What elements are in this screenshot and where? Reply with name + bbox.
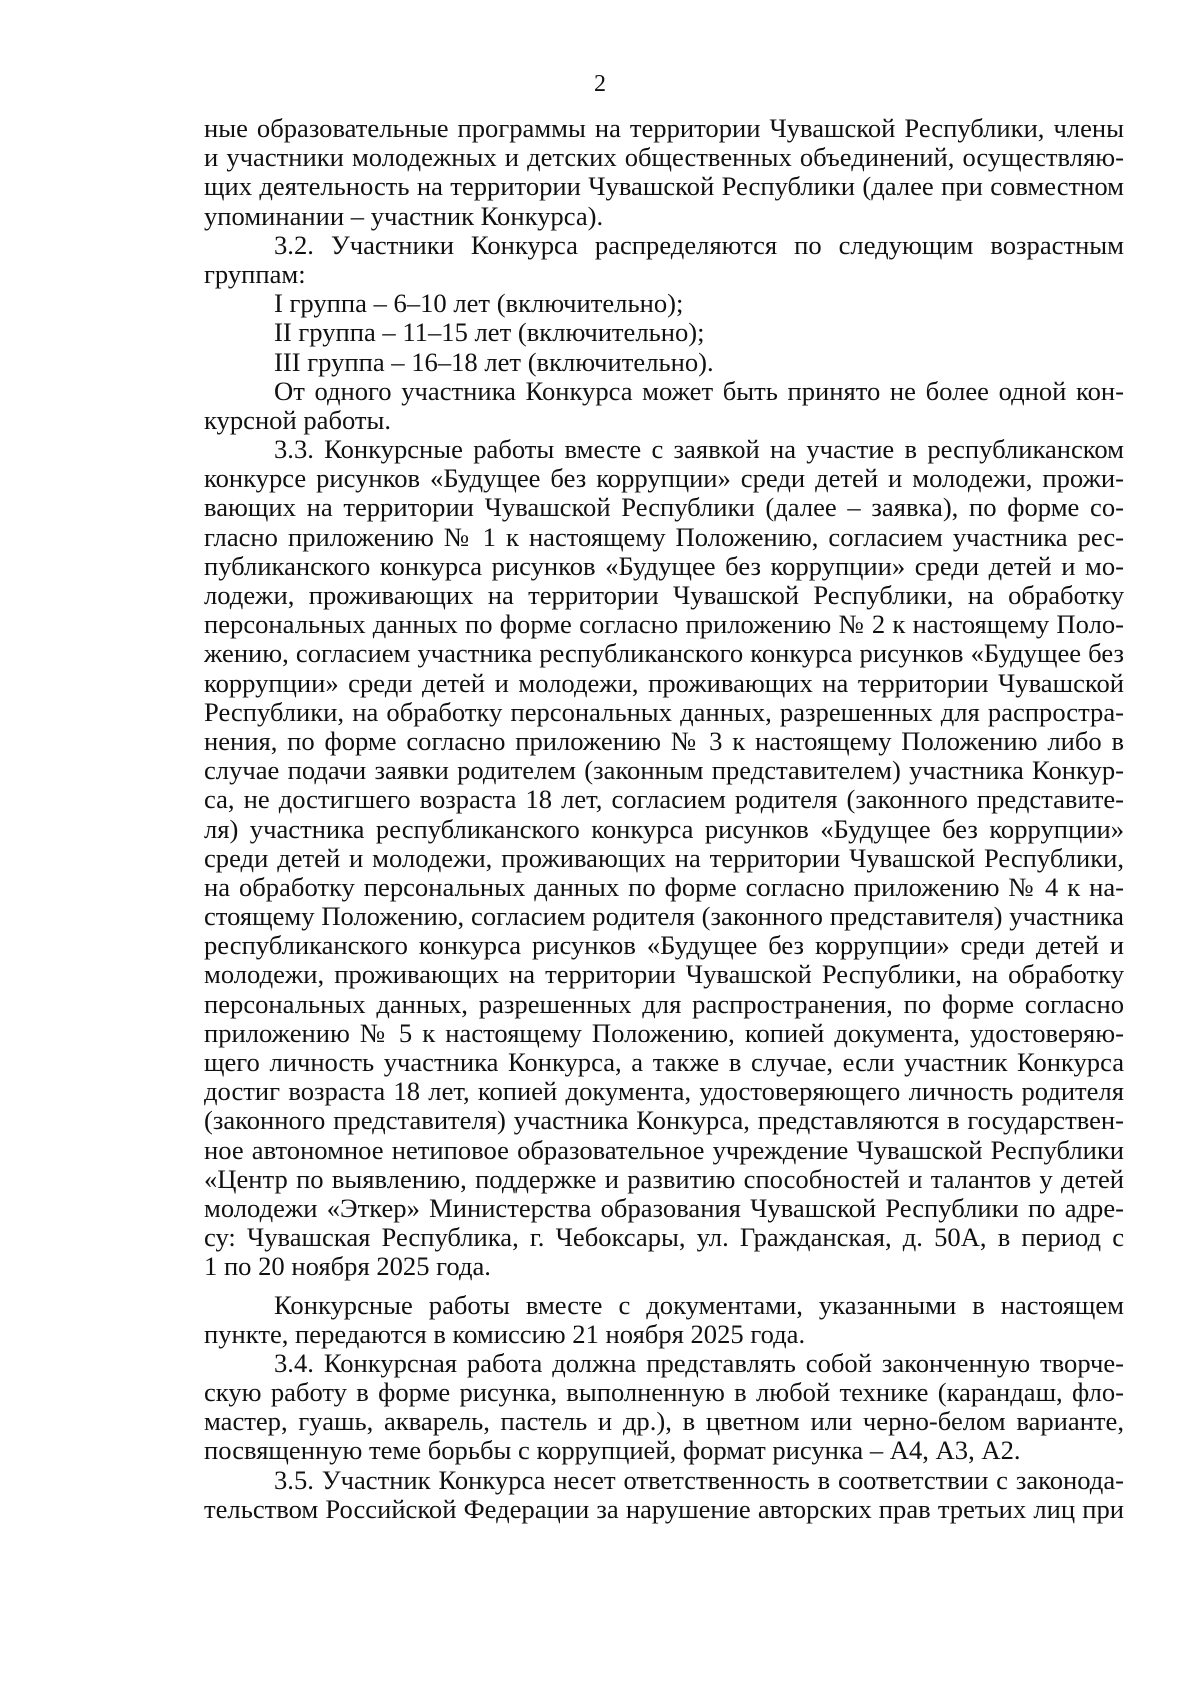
text-line: «Центр по выявлению, поддержке и развитию способностей и талантов у детей xyxy=(204,1164,1124,1194)
text-line: 1 по 20 ноября 2025 года. xyxy=(204,1252,491,1282)
text-line: стоящему Положению, согласием родителя (законного представителя) участника xyxy=(204,902,1124,932)
text-line: I группа – 6–10 лет (включительно); xyxy=(274,289,684,319)
text-line: персональных данных по форме согласно приложению № 2 к настоящему Поло- xyxy=(204,610,1124,640)
text-line: скую работу в форме рисунка, выполненную в любой технике (карандаш, фло- xyxy=(204,1378,1124,1408)
text-line: приложению № 5 к настоящему Положению, копией документа, удостоверяю- xyxy=(204,1018,1124,1048)
text-line: среди детей и молодежи, проживающих на территории Чувашской Республики, xyxy=(204,843,1124,873)
text-line: Конкурсные работы вместе с документами, указанными в настоящем xyxy=(274,1290,1124,1320)
text-line: тельством Российской Федерации за нарушение авторских прав третьих лиц при xyxy=(204,1494,1124,1524)
text-line: группам: xyxy=(204,259,306,289)
text-line: су: Чувашская Республика, г. Чебоксары, ул. Гражданская, д. 50А, в период с xyxy=(204,1223,1124,1253)
text-line: (законного представителя) участника Конкурса, представляются в государствен- xyxy=(204,1106,1124,1136)
text-line: нения, по форме согласно приложению № 3 к настоящему Положению либо в xyxy=(204,726,1124,756)
paragraph-p35 xyxy=(204,1466,1124,1524)
paragraph-p33b xyxy=(204,1291,1124,1349)
text-line: пункте, передаются в комиссию 21 ноября 2025 года. xyxy=(204,1319,806,1349)
text-line: посвященную теме борьбы с коррупцией, формат рисунка – А4, А3, А2. xyxy=(204,1436,1021,1466)
text-line: От одного участника Конкурса может быть принято не более одной кон- xyxy=(274,376,1124,406)
text-line: вающих на территории Чувашской Республики (далее – заявка), по форме со- xyxy=(204,493,1124,523)
text-line: упоминании – участник Конкурса). xyxy=(204,201,604,231)
text-line: щих деятельность на территории Чувашской Республики (далее при совместном xyxy=(204,172,1124,202)
text-line: Республики, на обработку персональных данных, разрешенных для распростра- xyxy=(204,697,1124,727)
text-line: коррупции» среди детей и молодежи, проживающих на территории Чувашской xyxy=(204,668,1124,698)
document-body xyxy=(204,114,1124,1524)
paragraph-gap xyxy=(204,1282,1124,1291)
text-line: II группа – 11–15 лет (включительно); xyxy=(274,318,705,348)
text-line: молодежи, проживающих на территории Чувашской Республики, на обработку xyxy=(204,960,1124,990)
text-line: гласно приложению № 1 к настоящему Положению, согласием участника рес- xyxy=(204,522,1124,552)
text-line: республиканского конкурса рисунков «Будущее без коррупции» среди детей и xyxy=(204,931,1124,961)
text-line: щего личность участника Конкурса, а также в случае, если участник Конкурса xyxy=(204,1048,1124,1077)
paragraph-intro xyxy=(204,114,1124,231)
text-line: 3.5. Участник Конкурса несет ответственность в соответствии с законода- xyxy=(274,1465,1124,1495)
text-line: 3.4. Конкурсная работа должна представлять собой законченную творче- xyxy=(274,1348,1124,1378)
text-line: мастер, гуашь, акварель, пастель и др.), в цветном или черно-белом варианте, xyxy=(204,1407,1124,1437)
text-line: молодежи «Эткер» Министерства образования Чувашской Республики по адре- xyxy=(204,1193,1124,1223)
text-line: на обработку персональных данных по форме согласно приложению № 4 к на- xyxy=(204,872,1124,902)
text-line: ное автономное нетиповое образовательное учреждение Чувашской Республики xyxy=(204,1135,1124,1165)
paragraph-p33 xyxy=(204,435,1124,1281)
text-line: лодежи, проживающих на территории Чувашской Республики, на обработку xyxy=(204,581,1124,610)
paragraph-p32 xyxy=(204,231,1124,435)
text-line: III группа – 16–18 лет (включительно). xyxy=(274,347,714,377)
text-line: случае подачи заявки родителем (законным представителем) участника Конкур- xyxy=(204,756,1124,786)
text-line: жению, согласием участника республиканского конкурса рисунков «Будущее без xyxy=(204,639,1124,669)
text-line: ля) участника республиканского конкурса рисунков «Будущее без коррупции» xyxy=(204,814,1124,844)
page-number: 2 xyxy=(594,71,606,97)
text-line: персональных данных, разрешенных для распространения, по форме согласно xyxy=(204,989,1124,1019)
text-line: са, не достигшего возраста 18 лет, согласием родителя (законного представите- xyxy=(204,785,1124,815)
text-line: 3.2. Участники Конкурса распределяются по следующим возрастным xyxy=(274,230,1124,260)
text-line: и участники молодежных и детских общественных объединений, осуществляю- xyxy=(204,143,1124,173)
paragraph-p34 xyxy=(204,1349,1124,1466)
text-line: публиканского конкурса рисунков «Будущее без коррупции» среди детей и мо- xyxy=(204,551,1124,581)
text-line: ные образовательные программы на территории Чувашской Республики, члены xyxy=(204,114,1124,143)
text-line: конкурсе рисунков «Будущее без коррупции» среди детей и молодежи, прожи- xyxy=(204,464,1124,494)
text-line: достиг возраста 18 лет, копией документа, удостоверяющего личность родителя xyxy=(204,1077,1124,1107)
text-line: 3.3. Конкурсные работы вместе с заявкой на участие в республиканском xyxy=(274,435,1124,465)
text-line: курсной работы. xyxy=(204,405,392,435)
